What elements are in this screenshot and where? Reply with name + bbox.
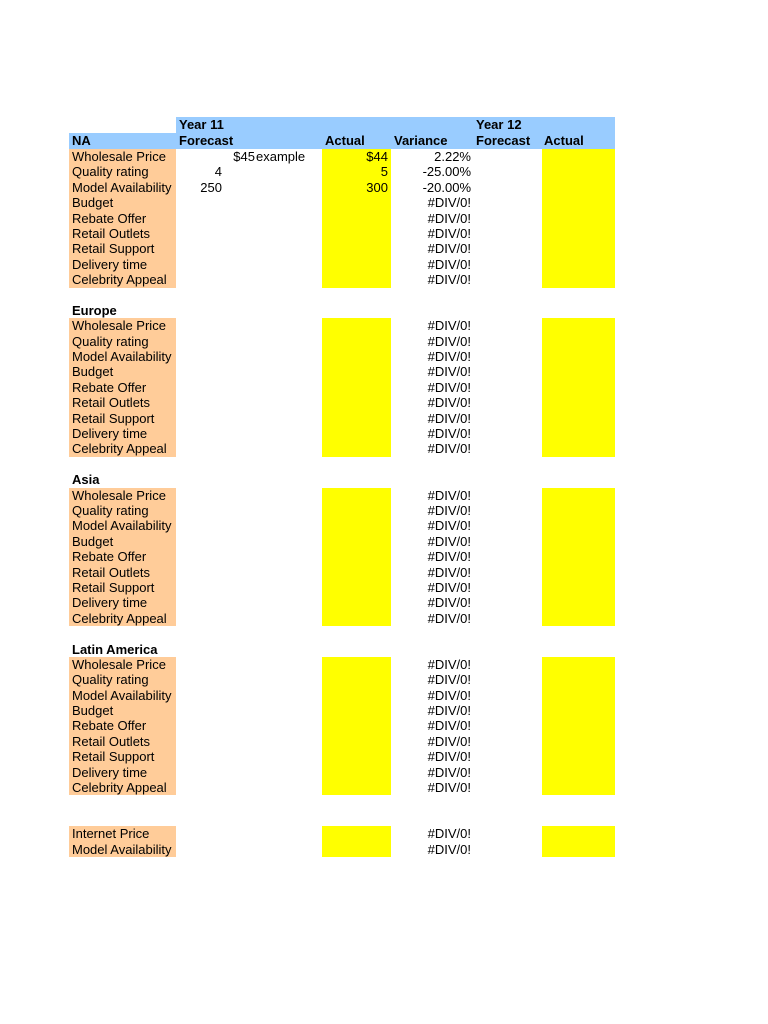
region-section-latin-america: [69, 642, 615, 796]
row-label[interactable]: Quality rating: [69, 164, 176, 179]
header-row-1: [69, 117, 615, 133]
actual12-input[interactable]: [542, 334, 615, 349]
table-row: [69, 180, 615, 195]
na-section: [69, 149, 615, 288]
variance-cell: -20.00%: [422, 179, 471, 195]
table-row: [69, 426, 615, 441]
row-label[interactable]: Rebate Offer: [69, 211, 176, 226]
actual-input[interactable]: [322, 195, 391, 210]
row-label[interactable]: Budget: [69, 703, 176, 718]
table-row: [69, 672, 615, 687]
forecast-value: 4: [214, 164, 222, 180]
table-row: [69, 595, 615, 610]
forecast-value: 250: [200, 179, 222, 195]
table-row: [69, 334, 615, 349]
variance-cell: #DIV/0!: [427, 780, 471, 796]
row-label[interactable]: Delivery time: [69, 257, 176, 272]
row-label[interactable]: Wholesale Price: [69, 149, 176, 164]
actual12-input[interactable]: [542, 549, 615, 564]
row-label[interactable]: Celebrity Appeal: [69, 611, 176, 626]
row-label[interactable]: Budget: [69, 534, 176, 549]
actual-input[interactable]: [322, 518, 391, 533]
table-row: [69, 518, 615, 533]
actual12-input[interactable]: [542, 518, 615, 533]
table-row: [69, 349, 615, 364]
actual12-input[interactable]: [542, 257, 615, 272]
region-title-row: [69, 303, 615, 318]
row-spacer: [69, 288, 615, 303]
table-row: [69, 580, 615, 595]
table-row: [69, 549, 615, 564]
actual-input[interactable]: [322, 672, 391, 687]
row-label[interactable]: Delivery time: [69, 426, 176, 441]
year11-header: Year 11: [176, 117, 475, 133]
variance-cell: #DIV/0!: [427, 426, 471, 442]
row-label[interactable]: Rebate Offer: [69, 718, 176, 733]
actual-input[interactable]: [322, 595, 391, 610]
actual-input[interactable]: [322, 380, 391, 395]
region-title-row: [69, 472, 615, 487]
variance-cell: #DIV/0!: [427, 610, 471, 626]
actual-input[interactable]: [322, 488, 391, 503]
variance-cell: #DIV/0!: [427, 487, 471, 503]
forecast-cell[interactable]: [176, 164, 322, 179]
internet-section: [69, 826, 615, 857]
actual12-input[interactable]: [542, 672, 615, 687]
table-row: [69, 842, 615, 857]
actual12-input[interactable]: [542, 441, 615, 456]
variance-cell: #DIV/0!: [427, 441, 471, 457]
table-row: [69, 749, 615, 764]
variance-cell: #DIV/0!: [427, 256, 471, 272]
actual12-input[interactable]: [542, 211, 615, 226]
row-label[interactable]: Model Availability: [69, 349, 176, 364]
table-row: [69, 441, 615, 456]
actual12-input[interactable]: [542, 718, 615, 733]
table-row: [69, 195, 615, 210]
row-label[interactable]: Quality rating: [69, 672, 176, 687]
variance-cell: #DIV/0!: [427, 410, 471, 426]
table-row: [69, 257, 615, 272]
forecast-note: example: [256, 149, 306, 164]
actual12-header: Actual: [542, 133, 615, 149]
actual12-input[interactable]: [542, 395, 615, 410]
region-title: Asia: [72, 472, 100, 488]
variance-cell: #DIV/0!: [427, 533, 471, 549]
actual12-input[interactable]: [542, 272, 615, 287]
region-title-row: [69, 642, 615, 657]
actual-input[interactable]: [322, 349, 391, 364]
row-label[interactable]: Retail Support: [69, 580, 176, 595]
actual-input[interactable]: [322, 826, 391, 841]
actual12-input[interactable]: [542, 241, 615, 256]
table-row: [69, 657, 615, 672]
variance-cell: #DIV/0!: [427, 733, 471, 749]
variance-cell: #DIV/0!: [427, 564, 471, 580]
row-spacer: [69, 626, 615, 641]
variance-cell: #DIV/0!: [427, 225, 471, 241]
row-label[interactable]: Model Availability: [69, 842, 176, 857]
row-label[interactable]: Retail Support: [69, 749, 176, 764]
table-row: [69, 395, 615, 410]
variance-cell: #DIV/0!: [427, 379, 471, 395]
actual12-input[interactable]: [542, 364, 615, 379]
row-label[interactable]: Retail Support: [69, 241, 176, 256]
actual-input[interactable]: [322, 565, 391, 580]
actual12-input[interactable]: [542, 380, 615, 395]
table-row: [69, 380, 615, 395]
variance-cell: #DIV/0!: [427, 364, 471, 380]
row-label[interactable]: Celebrity Appeal: [69, 441, 176, 456]
actual-input[interactable]: $44: [322, 149, 391, 164]
actual-header: Actual: [322, 133, 391, 149]
region-section-asia: [69, 472, 615, 626]
variance-cell: #DIV/0!: [427, 210, 471, 226]
row-label[interactable]: Retail Outlets: [69, 734, 176, 749]
actual-input[interactable]: [322, 241, 391, 256]
row-label[interactable]: Wholesale Price: [69, 657, 176, 672]
table-row: [69, 364, 615, 379]
variance-cell: #DIV/0!: [427, 318, 471, 334]
row-label[interactable]: Celebrity Appeal: [69, 272, 176, 287]
region-sections: [69, 303, 615, 796]
variance-cell: #DIV/0!: [427, 333, 471, 349]
table-row: [69, 718, 615, 733]
actual12-input[interactable]: [542, 826, 615, 841]
table-row: [69, 272, 615, 287]
row-label[interactable]: Rebate Offer: [69, 549, 176, 564]
row-spacer: [69, 811, 615, 826]
variance-cell: #DIV/0!: [427, 672, 471, 688]
row-label[interactable]: Quality rating: [69, 334, 176, 349]
actual12-input[interactable]: [542, 595, 615, 610]
table-row: [69, 765, 615, 780]
table-row: [69, 734, 615, 749]
spreadsheet: [69, 117, 615, 857]
row-label[interactable]: Retail Outlets: [69, 395, 176, 410]
actual-input[interactable]: [322, 580, 391, 595]
table-row: [69, 688, 615, 703]
year12-header: Year 12: [475, 117, 615, 133]
actual-input[interactable]: [322, 749, 391, 764]
variance-cell: #DIV/0!: [427, 595, 471, 611]
table-row: [69, 164, 615, 179]
actual-input[interactable]: [322, 411, 391, 426]
actual12-input[interactable]: [542, 318, 615, 333]
table-row: [69, 226, 615, 241]
table-row: [69, 826, 615, 841]
row-label[interactable]: Retail Support: [69, 411, 176, 426]
actual12-input[interactable]: [542, 780, 615, 795]
variance-cell: #DIV/0!: [427, 349, 471, 365]
actual-input[interactable]: [322, 842, 391, 857]
row-label[interactable]: Internet Price: [69, 826, 176, 841]
variance-cell: #DIV/0!: [427, 272, 471, 288]
variance-cell: 2.22%: [434, 149, 471, 164]
row-label[interactable]: Model Availability: [69, 180, 176, 195]
row-label[interactable]: Retail Outlets: [69, 226, 176, 241]
variance-cell: -25.00%: [422, 164, 471, 180]
table-row: [69, 211, 615, 226]
actual12-input[interactable]: [542, 411, 615, 426]
variance-cell: #DIV/0!: [427, 395, 471, 411]
actual12-input[interactable]: [542, 149, 615, 164]
variance-cell: #DIV/0!: [427, 687, 471, 703]
variance-cell: #DIV/0!: [427, 579, 471, 595]
row-label[interactable]: Wholesale Price: [69, 488, 176, 503]
variance-cell: #DIV/0!: [427, 826, 471, 842]
row-label[interactable]: Rebate Offer: [69, 380, 176, 395]
variance-cell: #DIV/0!: [427, 502, 471, 518]
actual12-input[interactable]: [542, 765, 615, 780]
actual-input[interactable]: [322, 534, 391, 549]
actual-input[interactable]: [322, 334, 391, 349]
variance-cell: #DIV/0!: [427, 764, 471, 780]
actual-input[interactable]: [322, 503, 391, 518]
actual12-input[interactable]: [542, 703, 615, 718]
actual-input[interactable]: [322, 718, 391, 733]
row-spacer: [69, 795, 615, 810]
region-header-na: NA: [69, 133, 176, 149]
table-row: [69, 241, 615, 256]
actual12-input[interactable]: [542, 749, 615, 764]
actual-input[interactable]: [322, 611, 391, 626]
actual12-input[interactable]: [542, 611, 615, 626]
actual-input[interactable]: 5: [322, 164, 391, 179]
row-label[interactable]: Model Availability: [69, 688, 176, 703]
actual12-input[interactable]: [542, 195, 615, 210]
actual-input[interactable]: [322, 734, 391, 749]
forecast-header: Forecast: [176, 133, 322, 149]
forecast-value: $45: [233, 149, 255, 164]
actual-input[interactable]: [322, 780, 391, 795]
table-row: [69, 534, 615, 549]
table-row: [69, 503, 615, 518]
actual-input[interactable]: [322, 765, 391, 780]
header-row-2: [69, 133, 615, 149]
actual12-input[interactable]: [542, 734, 615, 749]
variance-cell: #DIV/0!: [427, 718, 471, 734]
actual12-input[interactable]: [542, 842, 615, 857]
forecast-cell[interactable]: [176, 149, 322, 164]
table-row: [69, 565, 615, 580]
actual-input[interactable]: [322, 364, 391, 379]
row-label[interactable]: Celebrity Appeal: [69, 780, 176, 795]
row-label[interactable]: Model Availability: [69, 518, 176, 533]
row-label[interactable]: Delivery time: [69, 595, 176, 610]
actual12-input[interactable]: [542, 488, 615, 503]
row-label[interactable]: Budget: [69, 195, 176, 210]
table-row: [69, 780, 615, 795]
actual-input[interactable]: [322, 272, 391, 287]
table-row: [69, 611, 615, 626]
actual-input[interactable]: [322, 257, 391, 272]
actual-input[interactable]: [322, 703, 391, 718]
actual-input[interactable]: [322, 688, 391, 703]
actual12-input[interactable]: [542, 580, 615, 595]
row-label[interactable]: Budget: [69, 364, 176, 379]
actual-input[interactable]: [322, 441, 391, 456]
actual-input[interactable]: 300: [322, 180, 391, 195]
table-row: [69, 488, 615, 503]
row-label[interactable]: Quality rating: [69, 503, 176, 518]
actual-input[interactable]: [322, 549, 391, 564]
variance-cell: #DIV/0!: [427, 518, 471, 534]
actual-input[interactable]: [322, 657, 391, 672]
actual12-input[interactable]: [542, 226, 615, 241]
variance-cell: #DIV/0!: [427, 703, 471, 719]
region-title: Europe: [72, 302, 117, 318]
actual12-input[interactable]: [542, 688, 615, 703]
variance-cell: #DIV/0!: [427, 241, 471, 257]
region-section-europe: [69, 303, 615, 457]
table-row: [69, 149, 615, 164]
variance-cell: #DIV/0!: [427, 656, 471, 672]
row-label[interactable]: Retail Outlets: [69, 565, 176, 580]
region-title: Latin America: [72, 641, 158, 657]
actual-input[interactable]: [322, 318, 391, 333]
variance-cell: #DIV/0!: [427, 749, 471, 765]
forecast12-header: Forecast: [475, 133, 542, 149]
row-label[interactable]: Delivery time: [69, 765, 176, 780]
header-blank-cell: [69, 117, 176, 133]
actual-input[interactable]: [322, 426, 391, 441]
row-spacer: [69, 457, 615, 472]
variance-cell: #DIV/0!: [427, 549, 471, 565]
actual12-input[interactable]: [542, 657, 615, 672]
actual-input[interactable]: [322, 226, 391, 241]
actual12-input[interactable]: [542, 180, 615, 195]
row-label[interactable]: Wholesale Price: [69, 318, 176, 333]
table-row: [69, 411, 615, 426]
forecast-cell[interactable]: [176, 180, 322, 195]
variance-cell: #DIV/0!: [427, 841, 471, 857]
actual-input[interactable]: [322, 211, 391, 226]
actual12-input[interactable]: [542, 349, 615, 364]
variance-header: Variance: [391, 133, 475, 149]
actual12-input[interactable]: [542, 164, 615, 179]
table-row: [69, 703, 615, 718]
table-row: [69, 318, 615, 333]
variance-cell: #DIV/0!: [427, 195, 471, 211]
actual12-input[interactable]: [542, 534, 615, 549]
actual12-input[interactable]: [542, 426, 615, 441]
actual12-input[interactable]: [542, 503, 615, 518]
actual12-input[interactable]: [542, 565, 615, 580]
actual-input[interactable]: [322, 395, 391, 410]
